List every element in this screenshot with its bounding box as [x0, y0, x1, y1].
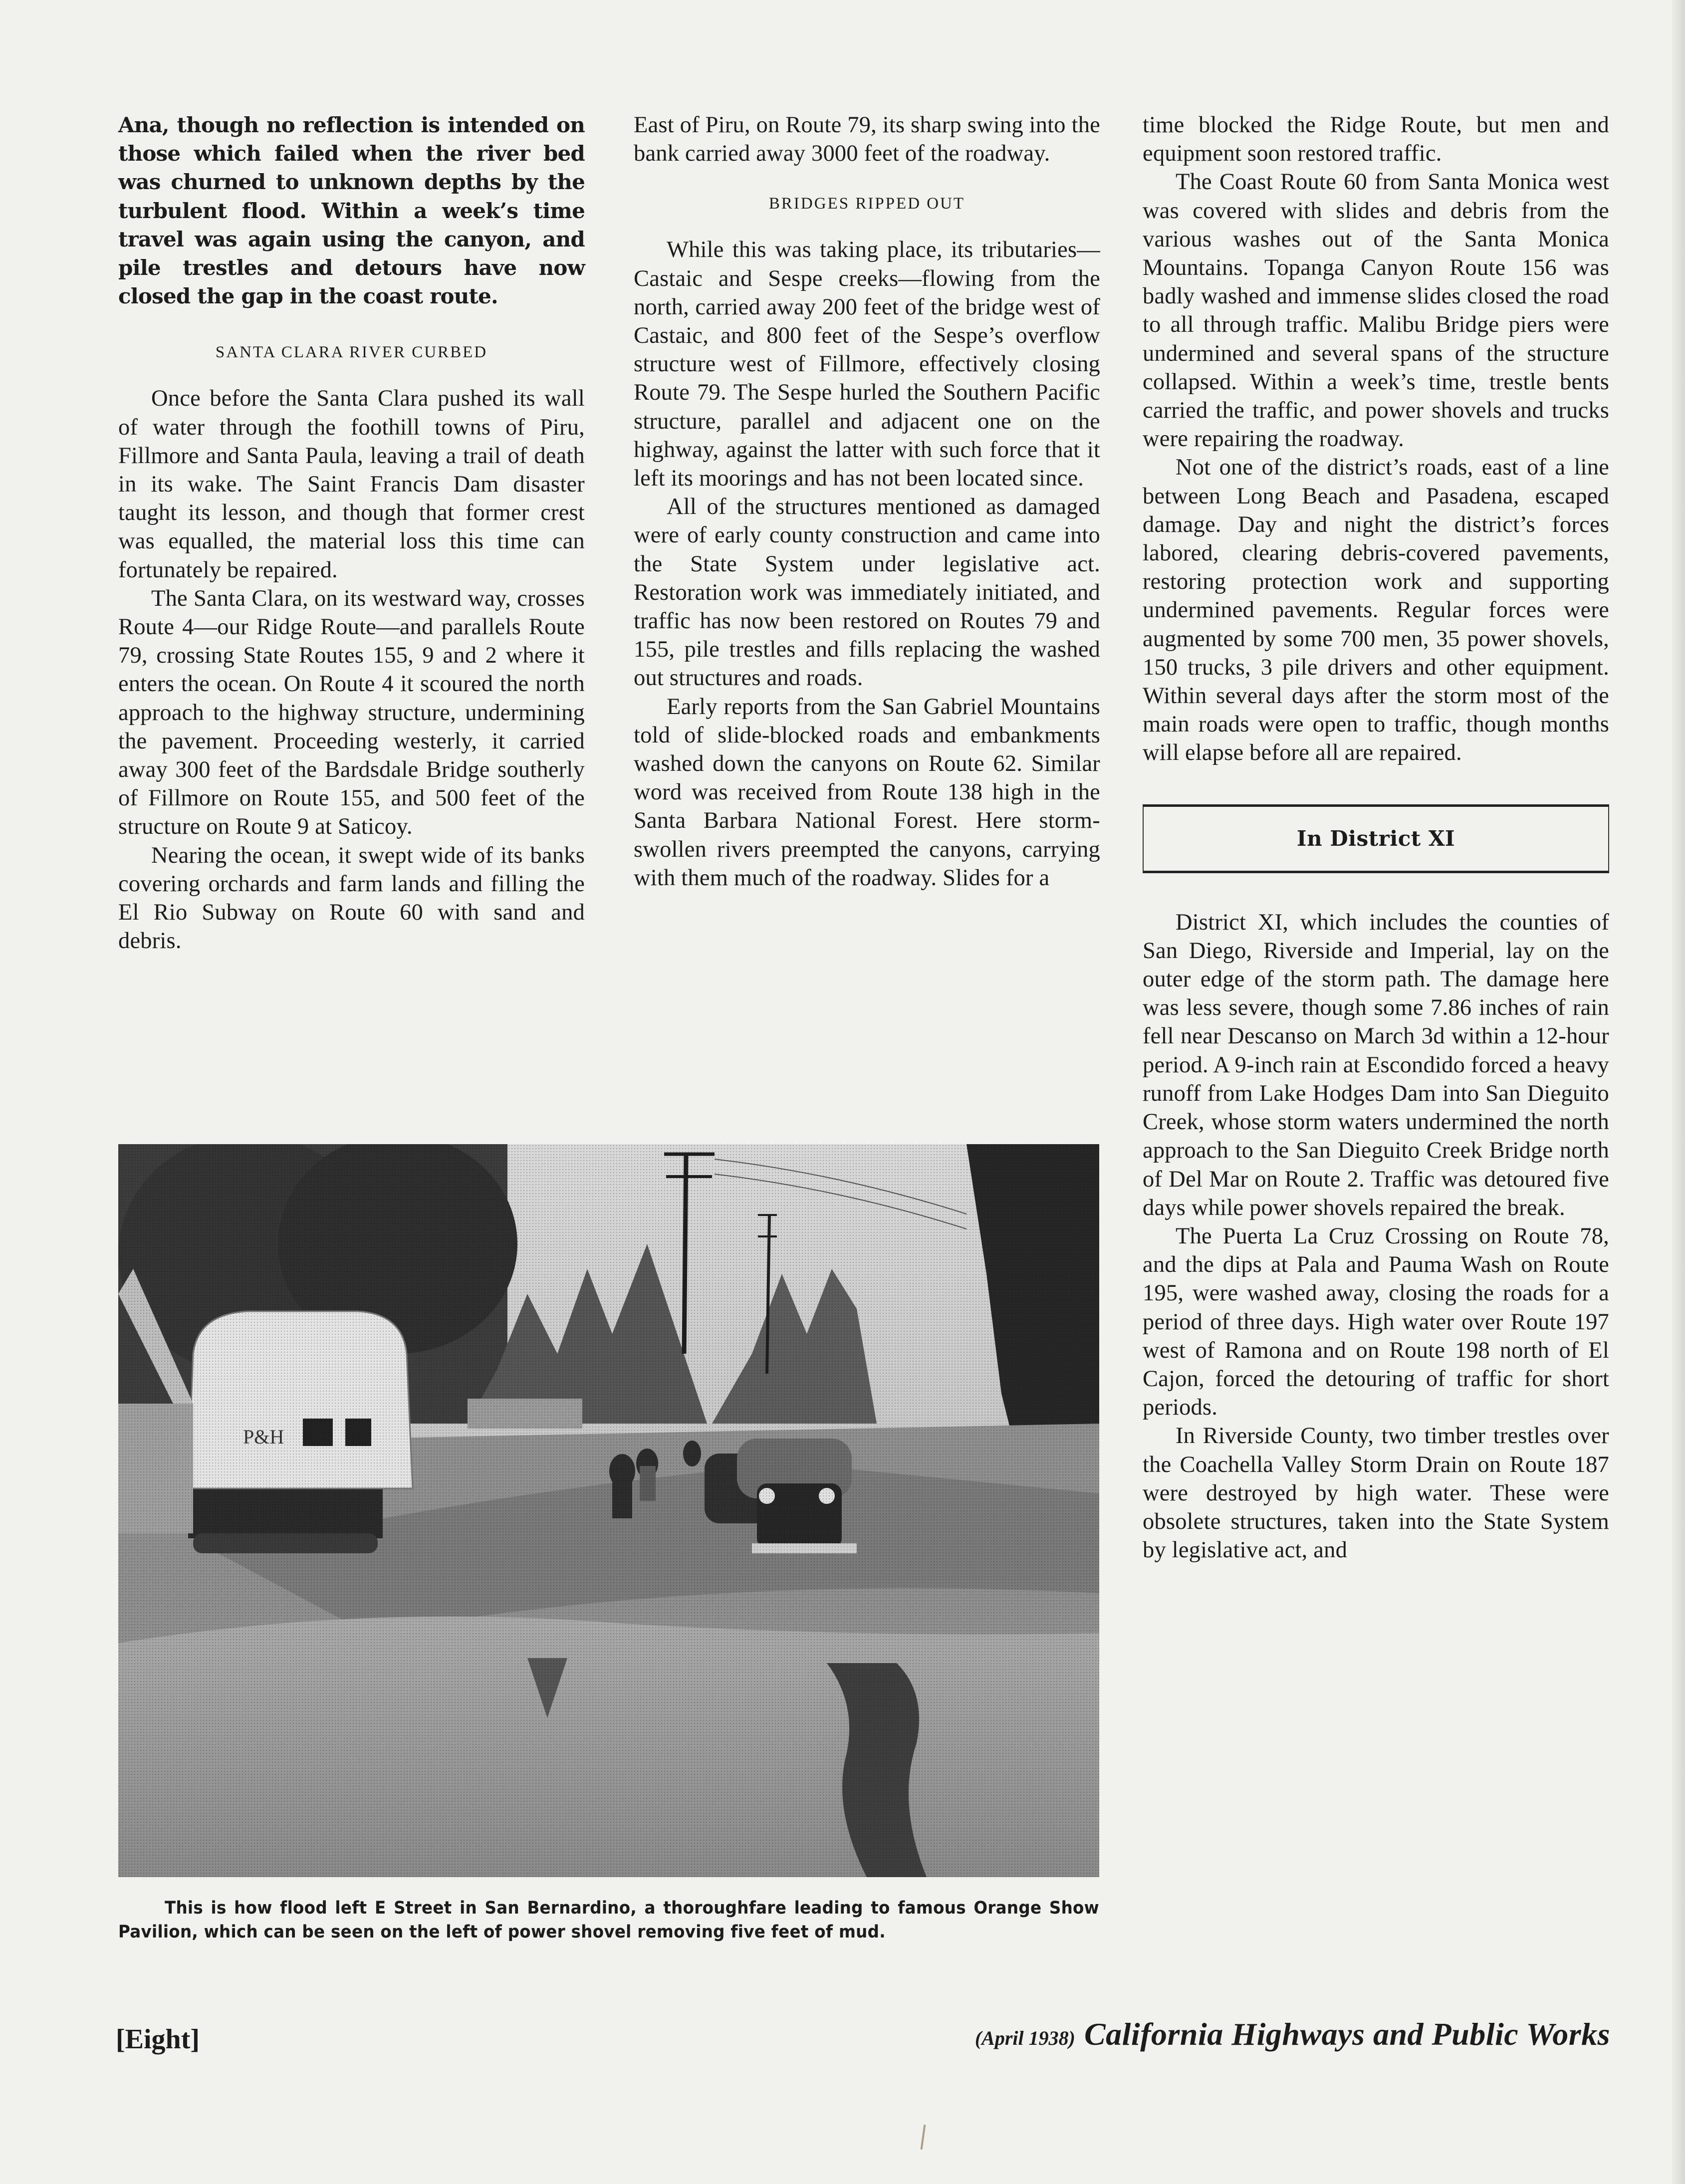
issue-date: (April 1938) — [974, 2027, 1075, 2049]
body-paragraph: While this was taking place, its tributaries—Castaic and Sespe creeks—flowing from the north, carried away 200 feet of the bridge west of Castaic, and 800 feet of the Sespe’s overflow structure west of Fillmore, effectively closing Route 79. The Sespe hurled the Southern Pacific structure, parallel and adjacent one on the highway, against the latter with such force that it left its moorings and has not been located since. — [634, 237, 1100, 491]
body-paragraph: Once before the Santa Clara pushed its wall of water through the foothill towns of Piru, Fillmore and Santa Paula, leaving a trail of death in its wake. The Saint Francis Dam disaster taught its lesson, and though that former crest was equalled, the material loss this time can fortunately be repaired. — [118, 386, 585, 583]
body-paragraph: Not one of the district’s roads, east of a line between Long Beach and Pasadena, escaped damage. Day and night the district’s forces labored, clearing debris-covered pavements, restoring protection work and supporting undermined pavements. Regular forces were augmented by some 700 men, 35 power shovels, 150 trucks, 3 pile drivers and other equipment. Within several days after the storm most of the main roads were open to traffic, though months will elapse before all are repaired. — [1143, 455, 1609, 766]
page-edge-shadow — [1672, 0, 1685, 2184]
column-1 — [118, 111, 585, 955]
subhead-bridges: BRIDGES RIPPED OUT — [768, 195, 965, 213]
body-paragraph: Nearing the ocean, it swept wide of its banks covering orchards and farm lands and filling the El Rio Subway on Route 60 with sand and debris. — [118, 842, 585, 954]
body-paragraph: In Riverside County, two timber trestles over the Coachella Valley Storm Drain on Route 187 were destroyed by high water. These were obsolete structures, taken into the State System by legislative act, and — [1143, 1423, 1609, 1563]
body-paragraph: The Coast Route 60 from Santa Monica west was covered with slides and debris from the various washes out of the Santa Monica Mountains. Topanga Canyon Route 156 was badly washed and immense slides closed the road to all through traffic. Malibu Bridge piers were undermined and several spans of the structure collapsed. Within a week’s time, trestle bents carried the traffic, and power shovels and trucks were repairing the roadway. — [1143, 169, 1609, 452]
column-3 — [1143, 111, 1609, 1564]
body-paragraph-continued: time blocked the Ridge Route, but men and equipment soon restored traffic. — [1143, 112, 1609, 167]
body-paragraph: Early reports from the San Gabriel Mountains told of slide-blocked roads and embankments washed down the canyons on Route 62. Similar word was received from Route 138 high in the Santa Barbara National Forest. Here storm-swollen rivers preempted the canyons, carrying with them much of the roadway. Slides for a — [634, 694, 1100, 891]
body-paragraph: The Puerta La Cruz Crossing on Route 78, and the dips at Pala and Pauma Wash on Route 195, were washed away, closing the roads for a period of three days. High water over Route 197 west of Ramona and on Route 198 north of El Cajon, forced the detouring of traffic for short periods. — [1143, 1223, 1609, 1421]
body-paragraph: District XI, which includes the counties of San Diego, Riverside and Imperial, lay on the outer edge of the storm path. The damage here was less severe, though some 7.86 inches of rain fell near Descanso on March 3d within a 12-hour period. A 9-inch rain at Escondido forced a heavy runoff from Lake Hodges Dam into San Dieguito Creek, whose storm waters undermined the north approach to the San Dieguito Creek Bridge north of Del Mar on Route 2. Traffic was detoured five days while power shovels repaired the break. — [1143, 909, 1609, 1220]
body-paragraph: All of the structures mentioned as damaged were of early county construction and came into the State System under legislative act. Restoration work was immediately initiated, and traffic has now been restored on Routes 79 and 155, pile trestles and fills replacing the washed out structures and roads. — [634, 494, 1100, 691]
magazine-title: California Highways and Public Works — [1084, 2016, 1610, 2052]
body-paragraph-continued: East of Piru, on Route 79, its sharp swing into the bank carried away 3000 feet of the roadway. — [634, 112, 1100, 167]
halftone-texture — [118, 1144, 1099, 1877]
paper-tear-mark — [921, 2125, 926, 2150]
running-footer — [975, 2016, 1610, 2053]
flood-photograph — [118, 1144, 1099, 1877]
section-heading-district-xi: In District XI — [1296, 826, 1455, 851]
column-2 — [634, 111, 1100, 892]
body-paragraph: The Santa Clara, on its westward way, crosses Route 4—our Ridge Route—and parallels Route 79, crossing State Routes 155, 9 and 2 where it enters the ocean. On Route 4 it scoured the north approach to the highway structure, undermining the pavement. Proceeding westerly, it carried away 300 feet of the Bardsdale Bridge southerly of Fillmore on Route 155, and 500 feet of the structure on Route 9 at Saticoy. — [118, 585, 585, 840]
photo-caption: This is how flood left E Street in San Bernardino, a thoroughfare leading to famous Orange Show Pavilion, which can be seen on the left of power shovel removing five feet of mud. — [118, 1898, 1100, 1942]
photo-illustration — [118, 1144, 1099, 1877]
page-number: [Eight] — [116, 2024, 200, 2055]
lead-paragraph: Ana, though no reflection is intended on those which failed when the river bed was churned to unknown depths by the turbulent flood. Within a week’s time travel was again using the canyon, and pile trestles and detours have now closed the gap in the coast route. — [118, 113, 585, 309]
section-heading-box — [1143, 804, 1609, 873]
subhead-santa-clara: SANTA CLARA RIVER CURBED — [215, 343, 488, 362]
